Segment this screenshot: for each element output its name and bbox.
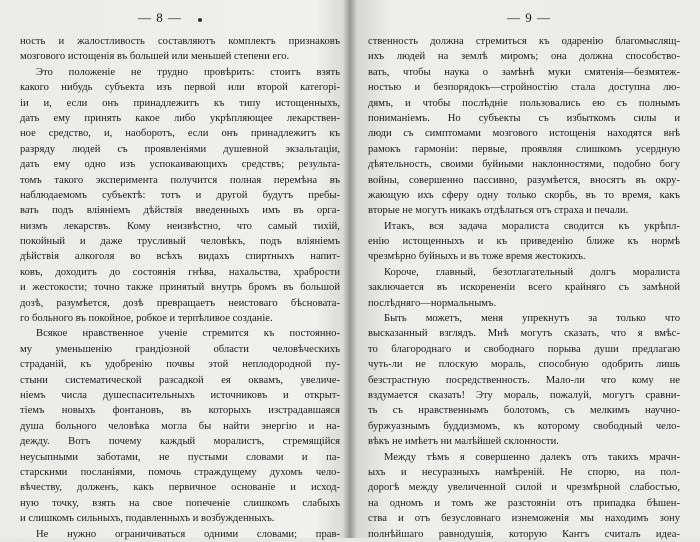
text-line: го больного въ покойное, робкое и терпѣливое созданіе. — [20, 313, 273, 325]
text-line: томъ такого эксперимента получится полная перемѣна въ — [20, 174, 340, 186]
text-line: ное средство, и, наоборотъ, если онъ принадлежитъ къ — [20, 128, 340, 140]
text-line: и слишкомъ сильныхъ, подавленныхъ и возбужденныхъ. — [20, 513, 275, 525]
text-line: дать ему принять какое либо укрѣпляющее лекарствен- — [20, 112, 340, 124]
text-line: дозѣ, разумѣется, дозѣ превращаетъ неистоваго бѣсновата- — [20, 297, 340, 309]
text-line: войны, совершенно пассивно, разумѣется, вносятъ въ окру- — [368, 174, 680, 186]
text-line: дѣйствія алкоголя во всѣхъ видахъ спиртныхъ напит- — [20, 251, 340, 263]
right-page — [350, 0, 700, 538]
text-line: чрезмѣрно буйныхъ и въ тоже время жестокихъ. — [368, 251, 586, 263]
right-page-text — [368, 34, 680, 542]
text-line: вѣкъ не имѣетъ ни малѣйшей склонности. — [368, 436, 559, 448]
text-line: ства и отъ безусловнаго изнеможенія мы находимъ зону — [368, 513, 680, 525]
text-line: ственность должна стремиться къ одаренію благомыслящ- — [368, 36, 680, 47]
text-line: ностью и безпорядокъ—стройностію стала доступна лю- — [368, 82, 680, 94]
text-line: тіемъ новыхъ фонтановъ, въ которыхъ изстрадавшаяся — [20, 405, 340, 417]
page-number-left: — 8 — — [138, 10, 182, 25]
text-line: дорогѣ между увеличенной силой и чрезмѣрной слабостью, — [368, 482, 680, 494]
text-line: послѣдняго—нормальнымъ. — [368, 297, 497, 309]
text-line: ыхъ и несуразныхъ намѣреній. Не спорю, на пол- — [368, 466, 680, 478]
text-line: Быть можетъ, меня упрекнутъ за только что — [384, 313, 680, 325]
text-line: заключается въ искорененіи всего крайняго съ замѣной — [368, 282, 680, 294]
text-line: енію истощенныхъ и къ приведенію ближе къ нормѣ — [368, 236, 680, 248]
text-line: полнѣйшаго равнодушія, которую Кантъ считалъ идеа- — [368, 528, 680, 540]
text-line: дать ему одно изъ успокаивающихъ средствъ; результа- — [20, 159, 340, 171]
text-line: Это положеніе не трудно провѣрить: стоитъ взять — [36, 66, 340, 78]
text-line: стыни систематической разсадкой ея оквамъ, увеличе- — [20, 374, 340, 386]
text-line: вѣчеству, долженъ, какъ первичное основаніе и исход- — [20, 482, 340, 494]
text-line: ность и жалостливость составляютъ комплектъ признаковъ — [20, 36, 340, 47]
text-line: какого нибудь субъекта изъ первой или второй категорі- — [20, 82, 340, 94]
text-line: Всякое нравственное ученіе стремится къ постоянно- — [36, 328, 340, 340]
text-line: низмъ лекарствъ. Кому неизвѣстно, что самый тихій, — [20, 220, 340, 232]
text-line: дѣятельность, своими буйными наклонностями, подобно богу — [368, 159, 680, 171]
text-line: страданій, къ удобренію почвы этой неплодородной пу- — [20, 359, 340, 371]
text-line: пониманіемъ. Но субъекты съ избыткомъ силы и — [368, 112, 680, 124]
text-line: то благороднаго и свободнаго порыва души предлагаю — [368, 343, 680, 355]
text-line: вздумается сказать! Эту мораль, пожалуй, могутъ сравни- — [368, 389, 680, 401]
left-page — [0, 0, 350, 538]
text-line: Между тѣмъ я совершенно далекъ отъ такихъ мрачн- — [384, 451, 680, 463]
text-line: ть съ нравственнымъ болотомъ, съ мелкимъ научно- — [368, 405, 680, 417]
text-line: ніемъ числа душеспасительныхъ источниковъ и открыт- — [20, 389, 340, 401]
page-number-right: — 9 — — [507, 10, 551, 25]
text-line: люди съ симптомами мозгового истощенія находятся внѣ — [368, 128, 680, 140]
text-line: Итакъ, вся задача моралиста сводится къ укрѣпл- — [384, 220, 680, 232]
text-line: ную точку, взять на свое попеченіе слишкомъ слабыхъ — [20, 497, 340, 509]
text-line: му уменьшенію грандіозной области человѣческихъ — [20, 343, 340, 355]
text-line: безстрастную посредственность. Мало-ли что кому не — [368, 374, 680, 386]
text-line: чуть-ли не плоскую мораль, способную одобрить лишь — [368, 359, 680, 371]
text-line: іи и, если онъ принадлежитъ къ типу истощенныхъ, — [20, 97, 340, 109]
text-line: высказанный взглядъ. Мнѣ могутъ сказать, что я вмѣс- — [368, 328, 680, 340]
text-line: неусыпными заботами, не пустыми словами и па- — [20, 451, 340, 463]
text-line: дежду. Вотъ почему каждый моралистъ, стремящійся — [20, 436, 340, 448]
text-line: буржуазнымъ буддизмомъ, къ которому свободный чело- — [368, 420, 680, 432]
text-line: разряду людей съ проявленіями душевной экзальтаціи, — [20, 143, 340, 155]
text-line: покойный и даже трусливый человѣкъ, подъ вліяніемъ — [20, 236, 340, 248]
text-line: вать, чтобы наука о замѣнѣ муки смятенія—безмятеж- — [368, 66, 680, 78]
text-line: ихъ людей на землѣ миромъ; она должна способство- — [368, 51, 680, 63]
text-line: Не нужно ограничиваться одними словами; прав- — [36, 528, 340, 540]
text-line: рамокъ гармоніи: первые, проявляя слишкомъ усердную — [368, 143, 680, 155]
text-line: жающую ихъ сферу одну только скорбь, въ то время, какъ — [368, 189, 680, 201]
text-line: на одномъ и томъ же разстояніи отъ припадка бѣшен- — [368, 497, 680, 509]
text-line: Короче, главный, безотлагательный долгъ моралиста — [384, 266, 680, 278]
text-line: вать подъ вліяніемъ дѣйствія введенныхъ имъ въ орга- — [20, 205, 340, 217]
text-line: вторые не могутъ никакъ отдѣлаться отъ страха и печали. — [368, 205, 629, 217]
text-line: дямъ, и чтобы послѣдніе пользовались ею съ полнымъ — [368, 97, 680, 109]
text-line: наблюдаемомъ субъектѣ: тотъ и другой будутъ пребы- — [20, 189, 340, 201]
text-line: душа больного человѣка могла бы найти энергію и на- — [20, 420, 340, 432]
text-line: и жестокости; точно также принятый внутрь бромъ въ большой — [20, 282, 340, 294]
print-speck — [198, 18, 202, 22]
book-gutter — [343, 0, 357, 538]
text-line: мозгового истощенія въ большей или меньшей степени его. — [20, 51, 290, 63]
left-page-text — [20, 34, 340, 542]
text-line: ковъ, доходитъ до состоянія гнѣва, нахальства, храбрости — [20, 266, 340, 278]
text-line: старскими посланіями, помочь страждущему духомъ чело- — [20, 466, 340, 478]
